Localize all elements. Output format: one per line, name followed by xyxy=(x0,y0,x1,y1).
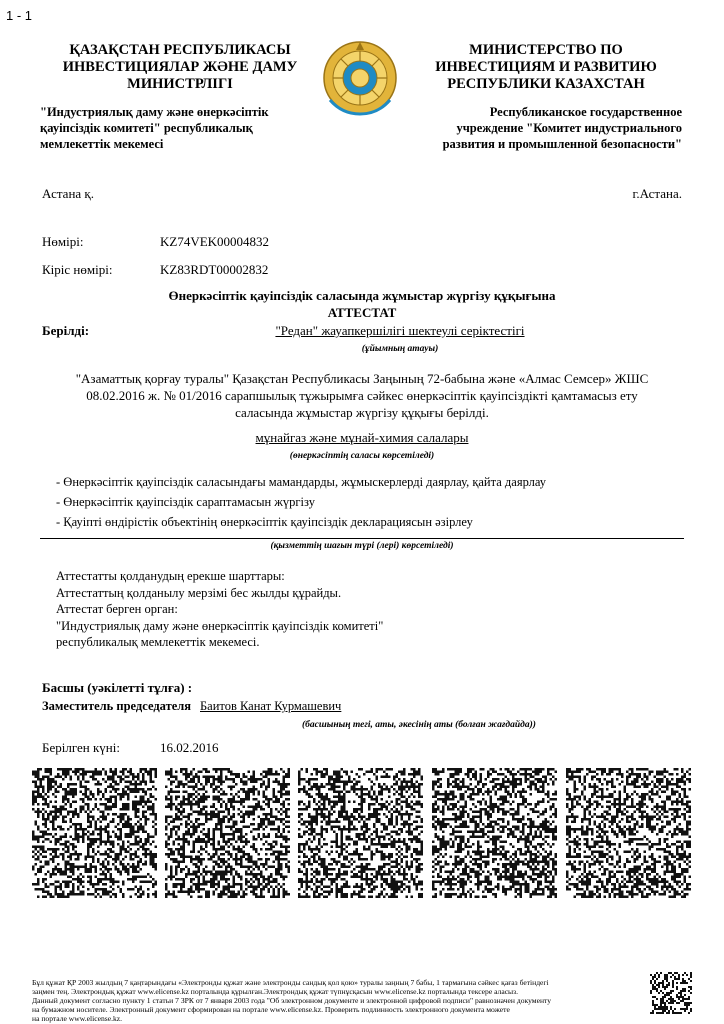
qr-code-1 xyxy=(32,768,158,898)
industry-field: мұнайгаз және мұнай-химия салалары xyxy=(255,430,469,445)
basis-paragraph: "Азаматтық қорғау туралы" Қазақстан Республикасы Заңының 72-бабына және «Алмас Семсер» ЖШС 08.02.2016 ж. № 01/2016 сарапшылық тұжырымға сәйкес өнеркәсіптік қауіпсіздікті қамтамасыз ету саласында жұмыстар жүргізу құқығы берілді. xyxy=(75,371,649,420)
header-left-title: ҚАЗАҚСТАН РЕСПУБЛИКАСЫ ИНВЕСТИЦИЯЛАР ЖӘНЕ ДАМУ МИНИСТРЛІГІ xyxy=(62,42,298,92)
activities-caption: (қызметтің шағын түрі (лері) көрсетіледі) xyxy=(270,541,454,551)
industry-caption: (өнеркәсіптің саласы көрсетіледі) xyxy=(289,451,435,461)
footer-legal-notice: Бұл құжат ҚР 2003 жылдың 7 қаңтарындағы «Электронды құжат және электронды сандық қол қою» туралы заңның 7 бабы, 1 тармағына сәйкес қағаз бетіндегі заңмен тең. Электрондық құжат www.elicense.kz порталында құрылған.Электрондық құжат түпнұсқасын www.elicense.kz порталында тексере аласыз. Данный документ согласно пункту 1 статьи 7 ЗРК от 7 января 2003 года "Об электронном документе и электронной цифровой подписи" равнозначен документу на бумажном носителе. Электронный документ сформирован на портале www.elicense.kz. Проверить подлинность электронного документа можете на портале www.elicense.kz. xyxy=(32,978,552,1023)
header-left-subtitle: "Индустриялық даму және өнеркәсіптік қауіпсіздік комитеті" республикалық мемлекеттік мекемесі xyxy=(40,105,269,151)
conditions-block: Аттестатты қолданудың ерекше шарттары: Аттестаттың қолданылу мерзімі бес жылды құрайды. Аттестат берген орган: "Индустриялық даму және өнеркәсіптік қауіпсіздік комитеті" республикалық мемлекеттік мекемесі. xyxy=(56,569,384,649)
qr-code-2 xyxy=(165,768,291,898)
signer-position: Заместитель председателя xyxy=(42,699,192,713)
activities-divider xyxy=(40,538,684,539)
header-right-title: МИНИСТЕРСТВО ПО ИНВЕСТИЦИЯМ И РАЗВИТИЮ РЕСПУБЛИКИ КАЗАХСТАН xyxy=(435,42,657,92)
qr-code-5 xyxy=(566,768,692,898)
signer-name: Баитов Канат Курмашевич xyxy=(200,699,342,713)
document-title: Өнеркәсіптік қауіпсіздік саласында жұмыстар жүргізу құқығына xyxy=(168,288,556,303)
city-left: Астана қ. xyxy=(42,186,94,201)
header-right-subtitle: Республиканское государственное учреждение "Комитет индустриального развития и промышленной безопасности" xyxy=(442,105,682,151)
qr-code-3 xyxy=(298,768,424,898)
list-item: - Өнеркәсіптік қауіпсіздік саласындағы мамандарды, жұмыскерлерді даярлау, қайта даярлау xyxy=(56,475,547,489)
document-title-attestat: АТТЕСТАТ xyxy=(327,305,397,320)
issue-date-label: Берілген күні: xyxy=(42,740,120,755)
incoming-number-label: Кіріс нөмірі: xyxy=(42,262,113,277)
list-item: - Өнеркәсіптік қауіпсіздік сараптамасын жүргізу xyxy=(56,495,315,509)
head-label: Басшы (уәкілетті тұлға) : xyxy=(42,680,193,695)
number-value: KZ74VEK00004832 xyxy=(160,234,270,249)
footer-qr-code xyxy=(650,972,692,1014)
signer-caption: (басшының тегі, аты, әкесінің аты (болған жағдайда)) xyxy=(302,720,536,730)
page-number: 1 - 1 xyxy=(6,8,33,23)
incoming-number-value: KZ83RDT00002832 xyxy=(160,262,269,277)
issue-date-value: 16.02.2016 xyxy=(160,740,219,755)
list-item: - Қауіпті өндірістік объектінің өнеркәсіптік қауіпсіздік декларациясын әзірлеу xyxy=(56,515,473,529)
issued-caption: (ұйымның атауы) xyxy=(361,344,439,354)
activities-list xyxy=(56,472,546,532)
city-right: г.Астана. xyxy=(632,186,682,201)
issued-label: Берілді: xyxy=(42,323,90,338)
issued-to-organization: "Редан" жауапкершілігі шектеулі серіктестігі xyxy=(275,323,525,338)
number-label: Нөмірі: xyxy=(42,234,84,249)
qr-code-4 xyxy=(432,768,558,898)
